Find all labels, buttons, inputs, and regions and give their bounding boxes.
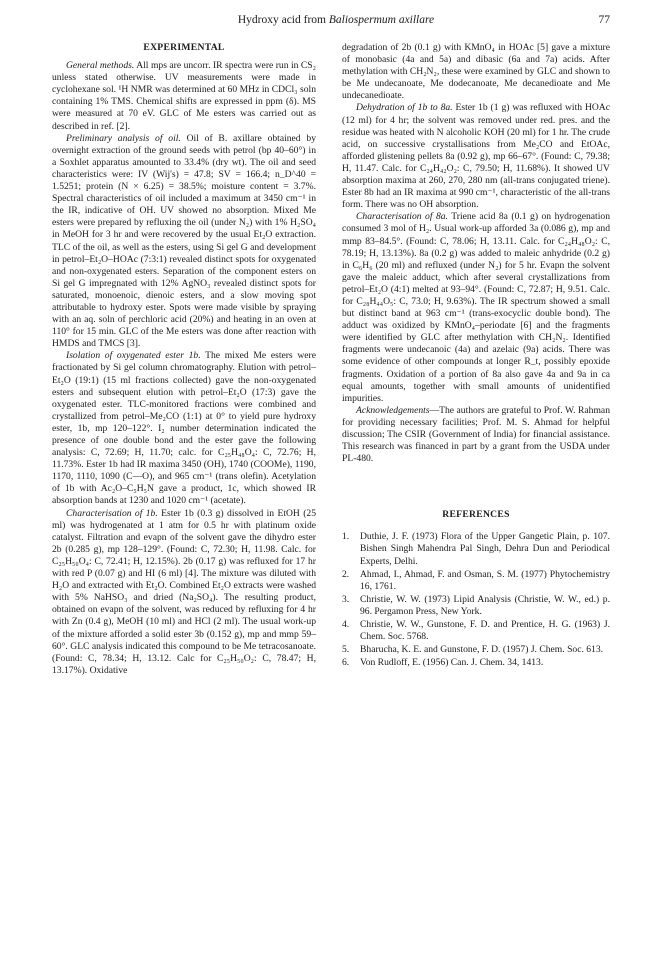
- reference-number: 6.: [342, 657, 350, 669]
- reference-list: [342, 531, 610, 669]
- running-title: [62, 14, 610, 26]
- paragraph-lead: Characterisation of 8a.: [356, 211, 448, 223]
- reference-text: Christie, W. W., Gunstone, F. D. and Prentice, H. G. (1963) J. Chem. Soc. 5768.: [360, 619, 610, 643]
- paragraph-general-methods: [52, 60, 316, 133]
- page-number: 77: [598, 14, 610, 26]
- reference-item: [342, 569, 610, 593]
- reference-text: Christie, W. W. (1973) Lipid Analysis (Christie, W. W., ed.) p. 96. Pergamon Press, New York.: [360, 593, 610, 617]
- paragraph-lead: Isolation of oxygenated ester 1b.: [66, 350, 201, 362]
- right-column: [342, 42, 610, 670]
- paragraph-characterisation-8a: [342, 211, 610, 405]
- reference-number: 1.: [342, 531, 350, 543]
- acknowledgements: [342, 405, 610, 465]
- paragraph-body: Ester 1b (0.3 g) dissolved in EtOH (25 ml) was hydrogenated at 1 atm for 0.5 hr with platinum oxide catalyst. Filtration and evapn of the solvent gave the dihydro ester 2b (0.285 g), mp 128–129°. (Found: C, 72.30; H, 11.98. Calc. for C₂₅H₅₀O₄: C, 72.41; H, 12.15%). 2b (0.17 g) was refluxed for 17 hr with red P (0.07 g) and HI (6 ml) [4]. The mixture was diluted with H₂O and extracted with Et₂O. Combined Et₂O extracts were washed with 5% NaHSO₃ and dried (Na₂SO₄). The resulting product, obtained on evapn of the solvent, was reduced by refluxing for 4 hr with Zn (0.4 g), MeOH (10 ml) and HCl (2 ml). The usual work-up of the mixture afforded a solid ester 3b (0.152 g), mp and mmp 59–60°. GLC analysis indicated this compound to be Me tetracosanoate. (Found: C, 78.34; H, 13.12. Calc for C₂₅H₅₀O₂: C, 78.47; H, 13.17%). Oxidative: [52, 507, 316, 676]
- reference-item: [342, 594, 610, 618]
- acknowledgements-lead: Acknowledgements: [356, 404, 430, 416]
- reference-number: 5.: [342, 644, 350, 656]
- paragraph-lead: Characterisation of 1b.: [66, 507, 158, 519]
- running-title-prefix: Hydroxy acid from: [237, 14, 329, 26]
- reference-item: [342, 531, 610, 567]
- paragraph-body: All mps are uncorr. IR spectra were run in CS₂ unless stated otherwise. UV measurements were made in cyclohexane sol. ¹H NMR was determined at 60 MHz in CDCl₃ soln containing 1% TMS. Chemical shifts are expressed in ppm (δ). MS were measured at 70 eV. GLC of Me esters was carried out as described in ref. [2].: [52, 60, 316, 132]
- paragraph-characterisation-1b: [52, 508, 316, 677]
- paragraph-lead: Preliminary analysis of oil.: [66, 132, 181, 144]
- section-title-references: REFERENCES: [442, 509, 510, 521]
- reference-text: Von Rudloff, E. (1956) Can. J. Chem. 34, 1413.: [360, 657, 544, 669]
- reference-number: 3.: [342, 593, 350, 605]
- left-column: [52, 42, 316, 677]
- running-title-species: Baliospermum axillare: [328, 14, 435, 26]
- reference-number: 2.: [342, 568, 350, 580]
- section-title-experimental: EXPERIMENTAL: [143, 42, 225, 53]
- running-head: [62, 14, 610, 34]
- paragraph-preliminary-analysis: [52, 133, 316, 351]
- reference-text: Ahmad, I., Ahmad, F. and Osman, S. M. (1977) Phytochemistry 16, 1761.: [360, 568, 610, 592]
- reference-number: 4.: [342, 619, 350, 631]
- acknowledgements-body: —The authors are grateful to Prof. W. Rahman for providing necessary facilities; Prof. M. S. Ahmad for helpful discussion; The CSIR (Government of India) for financial assistance. This research was financed in part by a grant from the USDA under PL-480.: [342, 404, 610, 465]
- paragraph-body: Triene acid 8a (0.1 g) on hydrogenation consumed 3 mol of H₂. Usual work-up afforded 3a (0.086 g), mp and mmp 83–84.5°. (Found: C, 78.06; H, 13.11. Calc. for C₂₄H₄₈O₂: C, 78.19; H, 13.13%). 8a (0.2 g) was added to maleic anhydride (0.2 g) in C₆H₆ (20 ml) and refluxed (under N₂) for 5 hr. Evapn the solvent gave the maleic adduct, which after several crystallizations from petrol–Et₂O (4:1) melted at 93–94°. (Found: C, 72.87; H, 9.51. Calc. for C₂₈H₄₄O₅: C, 73.0; H, 9.63%). The IR spectrum showed a small but distinct band at 963 cm⁻¹ (trans-exocyclic double bond). The adduct was oxidized by KMnO₄–periodate [6] and the fragments were identified by GLC after methylation with CH₂N₂. Identified fragments were undecanoic (4a) and azelaic (9a) acids. There was some evidence of other compounds at longer R_t, possibly epoxide fragments. Oxidation of a portion of 8a also gave 4a and 9a in ca equal amounts, together with small amounts of unidentified impurities.: [342, 211, 610, 404]
- paragraph-isolation: [52, 350, 316, 507]
- paragraph-degradation-cont: degradation of 2b (0.1 g) with KMnO₄ in HOAc [5] gave a mixture of monobasic (4a and 5a) and dibasic (6a and 7a) acids. After methylation with CH₂N₂, these were examined by GLC and shown to be Me undecanoate, Me dodecanoate, Me decanedioate and Me undecanedioate.: [342, 42, 610, 102]
- reference-item: [342, 657, 610, 669]
- reference-text: Duthie, J. F. (1973) Flora of the Upper Gangetic Plain, p. 107. Bishen Singh Mahendra Pal Singh, Dehra Dun and Periodical Experts, Delhi.: [360, 531, 610, 567]
- reference-text: Bharucha, K. E. and Gunstone, F. D. (1957) J. Chem. Soc. 613.: [360, 644, 604, 656]
- reference-item: [342, 619, 610, 643]
- paragraph-lead: General methods.: [66, 60, 135, 72]
- paragraph-body: Oil of B. axillare obtained by overnight extraction of the ground seeds with petrol (bp 40–60°) in a Soxhlet apparatus amounted to 33.4% (dry wt). The oil and seed characteristics were: IV (Wij's) = 47.8; SV = 166.4; n_D^40 = 1.5251; protein (N × 6.25) = 38.5%; moisture content = 3.7%. Spectral characteristics of oil included a maximum at 3450 cm⁻¹ in the IR, indicative of OH. UV showed no absorption. Mixed Me esters were prepared by refluxing the oil (under N₂) with 1% H₂SO₄ in MeOH for 3 hr and were recovered by the usual Et₂O extraction. TLC of the oil, as well as the esters, using Si gel G and development in petrol–Et₂O–HOAc (7:3:1) revealed distinct spots for oxygenated and non-oxygenated esters. Separation of the component esters on Si gel G impregnated with 12% AgNO₃ revealed distinct spots for saturated, monoenoic, dienoic esters, and a slow moving spot attributable to hydroxy ester. Spots were made visible by spraying with an aq. soln of perchloric acid (20%) and heating in an oven at 110° for 15 min. GLC of the Me esters was done after reaction with HMDS and TMCS [3].: [52, 132, 316, 350]
- paragraph-lead: Dehydration of 1b to 8a.: [356, 102, 453, 114]
- paragraph-body: Ester 1b (1 g) was refluxed with HOAc (12 ml) for 4 hr; the solvent was removed under red. pres. and the residue was heated with N alcoholic KOH (20 ml) for 1 hr. The crude acid, on successive crystallisations from Me₂CO and EtOAc, afforded glistening pellets 8a (0.92 g), mp 66–67°. (Found: C, 79.38; H, 11.47. Calc. for C₂₄H₄₂O₂: C, 79.50; H, 11.68%). It showed UV absorption maxima at 260, 270, 280 nm (all-trans conjugated triene). Ester 8b had an IR maxima at 990 cm⁻¹, characteristic of the all-trans form. There was no OH absorption.: [342, 102, 610, 211]
- paragraph-body: The mixed Me esters were fractionated by Si gel column chromatography. Elution with petrol–Et₂O (19:1) (15 ml fractions collected) gave the non-oxygenated esters and subsequent elution with petrol–Et₂O (17:3) gave the oxygenated ester. TLC-monitored fractions were combined and crystallized from petrol–Me₂CO (1:1) at 0° to yield pure hydroxy ester, 1b, mp 120–122°. I₂ number determination indicated the presence of one double bond and the ester gave the following analysis: C, 72.69; H, 11.70; calc. for C₂₅H₄₈O₄: C, 72.76; H, 11.73%. Ester 1b had IR maxima 3450 (OH), 1740 (COOMe), 1190, 1170, 1110, 1090 (C—O), and 965 cm⁻¹ (trans olefin). Acetylation of 1b with Ac₂O–C₅H₅N gave a product, 1c, which showed IR absorption bands at 1230 and 1020 cm⁻¹ (acetate).: [52, 350, 316, 507]
- paragraph-dehydration: [342, 102, 610, 211]
- reference-item: [342, 644, 610, 656]
